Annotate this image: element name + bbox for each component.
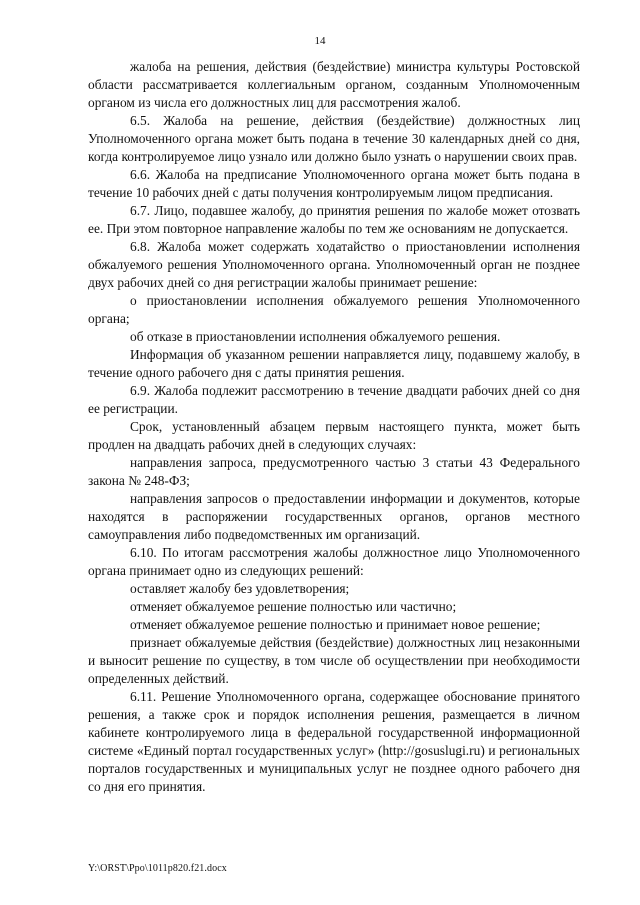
paragraph: 6.11. Решение Уполномоченного органа, содержащее обоснование принятого решения, а также срок и порядок исполнения решения, размещается в личном кабинете контролируемого лица в федеральной государственной информационной системе «Единый портал государственных услуг» (http://gosuslugi.ru) и региональных порталов государственных и муниципальных услуг не позднее одного рабочего дня со дня его принятия.: [88, 689, 580, 794]
paragraph: 6.6. Жалоба на предписание Уполномоченного органа может быть подана в течение 10 рабочих дней с даты получения контролируемым лицом предписания.: [88, 167, 580, 200]
paragraph: 6.9. Жалоба подлежит рассмотрению в течение двадцати рабочих дней со дня ее регистрации.: [88, 383, 580, 416]
paragraph: отменяет обжалуемое решение полностью и принимает новое решение;: [130, 617, 541, 632]
footer-file-path: Y:\ORST\Ppo\1011p820.f21.docx: [88, 863, 227, 874]
paragraph: 6.7. Лицо, подавшее жалобу, до принятия решения по жалобе может отозвать ее. При этом повторное направление жалобы по тем же основаниям не допускается.: [88, 203, 580, 236]
paragraph: Информация об указанном решении направляется лицу, подавшему жалобу, в течение одного рабочего дня с даты принятия решения.: [88, 347, 580, 380]
document-body: [88, 58, 580, 796]
page-number: 14: [314, 35, 326, 47]
paragraph: признает обжалуемые действия (бездействие) должностных лиц незаконными и выносит решение по существу, в том числе об осуществлении при необходимости определенных действий.: [88, 635, 580, 686]
paragraph: жалоба на решения, действия (бездействие) министра культуры Ростовской области рассматривается коллегиальным органом, созданным Уполномоченным органом из числа его должностных лиц для рассмотрения жалоб.: [88, 59, 580, 110]
paragraph: отменяет обжалуемое решение полностью или частично;: [130, 599, 457, 614]
paragraph: оставляет жалобу без удовлетворения;: [130, 581, 350, 596]
paragraph: направления запросов о предоставлении информации и документов, которые находятся в распоряжении государственных органов, органов местного самоуправления либо подведомственных им организаций.: [88, 491, 580, 542]
paragraph: об отказе в приостановлении исполнения обжалуемого решения.: [130, 329, 501, 344]
paragraph: 6.8. Жалоба может содержать ходатайство о приостановлении исполнения обжалуемого решения Уполномоченного органа. Уполномоченный орган не позднее двух рабочих дней со дня регистрации жалобы принимает решение:: [88, 239, 580, 290]
paragraph: 6.5. Жалоба на решение, действия (бездействие) должностных лиц Уполномоченного органа может быть подана в течение 30 календарных дней со дня, когда контролируемое лицо узнало или должно было узнать о нарушении своих прав.: [88, 113, 580, 164]
paragraph: 6.10. По итогам рассмотрения жалобы должностное лицо Уполномоченного органа принимает одно из следующих решений:: [88, 545, 580, 578]
paragraph: Срок, установленный абзацем первым настоящего пункта, может быть продлен на двадцать рабочих дней в следующих случаях:: [88, 419, 580, 452]
paragraph: направления запроса, предусмотренного частью 3 статьи 43 Федерального закона № 248-ФЗ;: [88, 455, 580, 488]
paragraph: о приостановлении исполнения обжалуемого решения Уполномоченного органа;: [88, 293, 580, 326]
